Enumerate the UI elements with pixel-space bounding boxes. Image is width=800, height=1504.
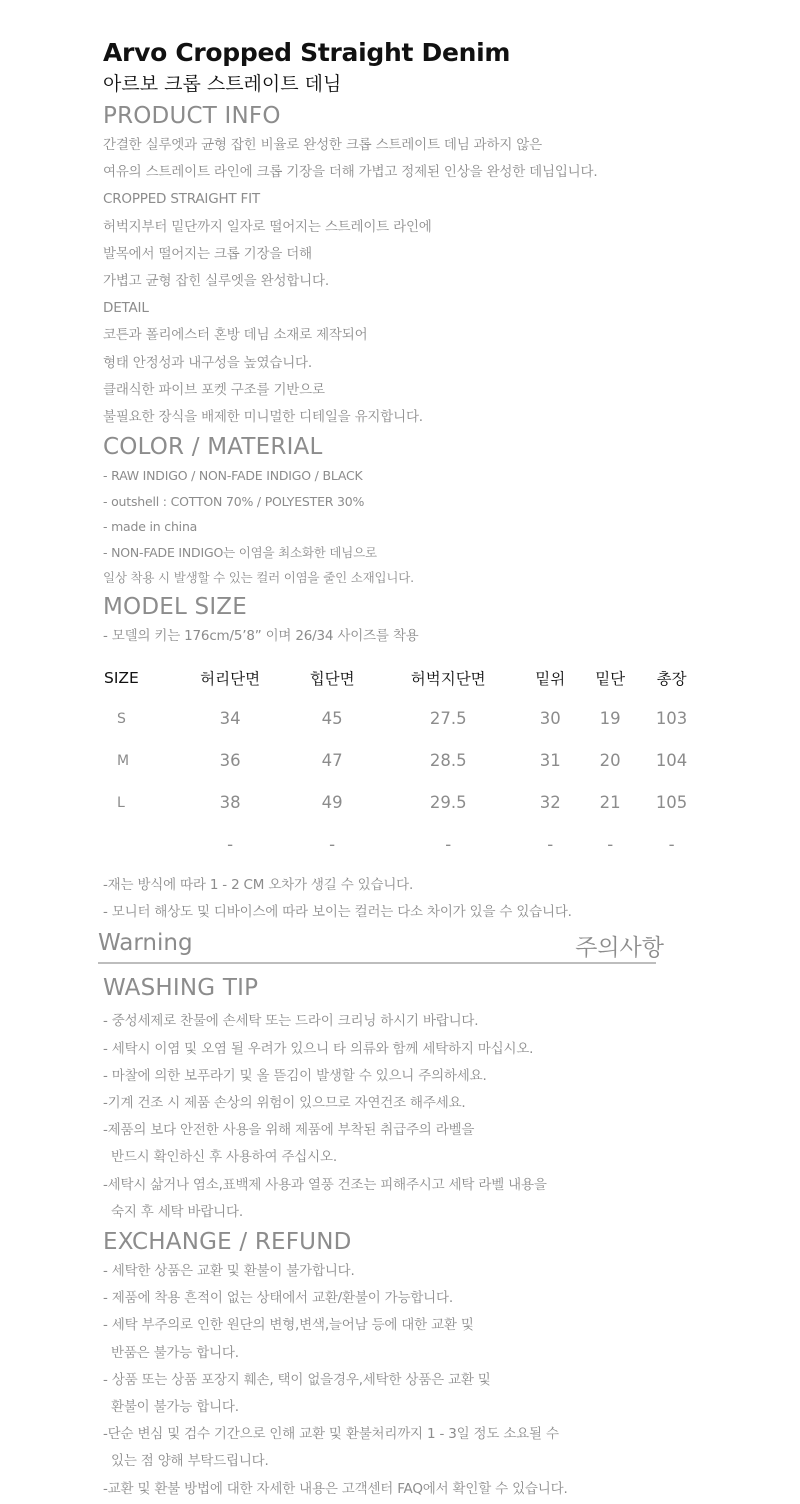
table-cell: 32 [539,793,561,813]
table-cell: 45 [321,709,343,729]
washing-line: 반드시 확인하신 후 사용하여 주십시오. [111,1149,337,1166]
refund-line: - 세탁한 상품은 교환 및 환불이 불가합니다. [103,1262,355,1279]
washing-line: - 중성세제로 찬물에 손세탁 또는 드라이 크리닝 하시기 바랍니다. [103,1013,479,1030]
table-cell: 38 [219,793,241,813]
table-cell: 30 [539,709,561,729]
refund-line: 있는 점 양해 부탁드립니다. [111,1453,269,1470]
product-detail [98,36,703,1503]
size-table-header-row [103,658,703,698]
material-line: - NON-FADE INDIGO는 이염을 최소화한 데님으로 [103,544,377,560]
refund-line: 반품은 불가능 합니다. [111,1344,239,1361]
table-cell: 31 [539,751,561,771]
washing-tip-text [103,1008,703,1226]
table-cell: 29.5 [429,793,467,813]
material-line: - RAW INDIGO / NON-FADE INDIGO / BLACK [103,468,363,484]
info-line: 형태 안정성과 내구성을 높였습니다. [103,354,312,371]
info-line: 가볍고 균형 잡힌 실루엣을 완성합니다. [103,273,329,290]
model-size-line: - 모델의 키는 176cm/5’8” 이며 26/34 사이즈를 착용 [103,627,419,644]
table-cell: 104 [655,751,688,771]
table-cell: 49 [321,793,343,813]
size-notes [103,872,703,926]
table-cell: 27.5 [429,709,467,729]
table-cell: 103 [655,709,688,729]
exchange-refund-heading: EXCHANGE / REFUND [103,1228,352,1255]
length-header: 총장 [656,669,687,688]
hip-header: 힙단면 [309,669,355,688]
model-size-heading: MODEL SIZE [103,593,247,620]
refund-line: -단순 변심 및 검수 기간으로 인해 교환 및 환불처리까지 1 - 3일 정도 소요될 수 [103,1426,559,1443]
table-cell: 28.5 [429,751,467,771]
note-line: -재는 방식에 따라 1 - 2 CM 오차가 생길 수 있습니다. [103,876,414,893]
size-header: SIZE [104,668,139,687]
washing-line: -제품의 보다 안전한 사용을 위해 제품에 부착된 취급주의 라벨을 [103,1122,475,1139]
table-row [103,698,703,740]
table-cell: 21 [599,793,621,813]
info-line: 불필요한 장식을 배제한 미니멀한 디테일을 유지합니다. [103,409,423,426]
product-info-text [103,132,703,431]
rise-header: 밑위 [535,669,566,688]
color-material-text [103,463,703,591]
table-cell: 47 [321,751,343,771]
table-cell: - [445,835,452,855]
refund-line: -교환 및 환불 방법에 대한 자세한 내용은 고객센터 FAQ에서 확인할 수 있습니다. [103,1480,568,1497]
info-line: 여유의 스트레이트 라인에 크롭 기장을 더해 가볍고 정제된 인상을 완성한 데님입니다. [103,164,598,181]
info-line: 코튼과 폴리에스터 혼방 데님 소재로 제작되어 [103,327,368,344]
table-cell: - [329,835,336,855]
refund-line: - 상품 또는 상품 포장지 훼손, 택이 없을경우,세탁한 상품은 교환 및 [103,1371,491,1388]
washing-line: -세탁시 삶거나 염소,표백제 사용과 열풍 건조는 피해주시고 세탁 라벨 내용을 [103,1176,547,1193]
table-cell: S [117,710,126,727]
washing-line: - 세탁시 이염 및 오염 될 우려가 있으니 타 의류와 함께 세탁하지 마십시오. [103,1040,534,1057]
product-info-heading: PRODUCT INFO [103,103,281,129]
warning-label-en: Warning [98,930,193,957]
table-cell: 20 [599,751,621,771]
refund-line: - 제품에 착용 흔적이 없는 상태에서 교환/환불이 가능합니다. [103,1290,453,1307]
washing-tip-heading: WASHING TIP [103,975,259,1002]
warning-banner [98,926,664,964]
info-line: 클래식한 파이브 포켓 구조를 기반으로 [103,381,325,398]
table-row [103,740,703,782]
table-row [103,782,703,824]
table-cell: 34 [219,709,241,729]
info-line: CROPPED STRAIGHT FIT [103,191,260,208]
product-title-ko: 아르보 크롭 스트레이트 데님 [103,73,342,95]
material-line: 일상 착용 시 발생할 수 있는 컬러 이염을 줄인 소재입니다. [103,570,414,586]
table-cell: - [547,835,554,855]
washing-line: - 마찰에 의한 보푸라기 및 올 뜯김이 발생할 수 있으니 주의하세요. [103,1067,487,1084]
table-cell: M [117,752,130,769]
table-cell: - [227,835,234,855]
material-line: - outshell : COTTON 70% / POLYESTER 30% [103,493,365,509]
thigh-header: 허벅지단면 [410,669,486,688]
washing-line: 숙지 후 세탁 바랍니다. [111,1203,243,1220]
washing-line: -기계 건조 시 제품 손상의 위험이 있으므로 자연건조 해주세요. [103,1094,466,1111]
refund-line: 환불이 불가능 합니다. [111,1398,239,1415]
exchange-refund-text [103,1258,703,1503]
table-row [103,824,703,866]
info-line: DETAIL [103,300,149,317]
table-cell: 105 [655,793,688,813]
hem-header: 밑단 [595,669,626,688]
color-material-heading: COLOR / MATERIAL [103,434,323,461]
warning-label-ko: 주의사항 [575,935,664,962]
size-table [103,658,703,866]
info-line: 발목에서 떨어지는 크롭 기장을 더해 [103,245,312,262]
table-cell: - [607,835,614,855]
table-cell: 36 [219,751,241,771]
waist-header: 허리단면 [200,669,261,688]
table-cell: 19 [599,709,621,729]
table-cell: L [117,794,125,811]
product-title-en: Arvo Cropped Straight Denim [103,38,511,67]
material-line: - made in china [103,519,198,535]
info-line: 간결한 실루엣과 균형 잡힌 비율로 완성한 크롭 스트레이트 데님 과하지 않은 [103,137,542,153]
note-line: - 모니터 해상도 및 디바이스에 따라 보이는 컬러는 다소 차이가 있을 수 있습니다. [103,904,572,921]
table-cell: - [668,835,675,855]
info-line: 허벅지부터 밑단까지 일자로 떨어지는 스트레이트 라인에 [103,218,432,235]
refund-line: - 세탁 부주의로 인한 원단의 변형,변색,늘어남 등에 대한 교환 및 [103,1317,474,1334]
table-cell [103,824,172,866]
